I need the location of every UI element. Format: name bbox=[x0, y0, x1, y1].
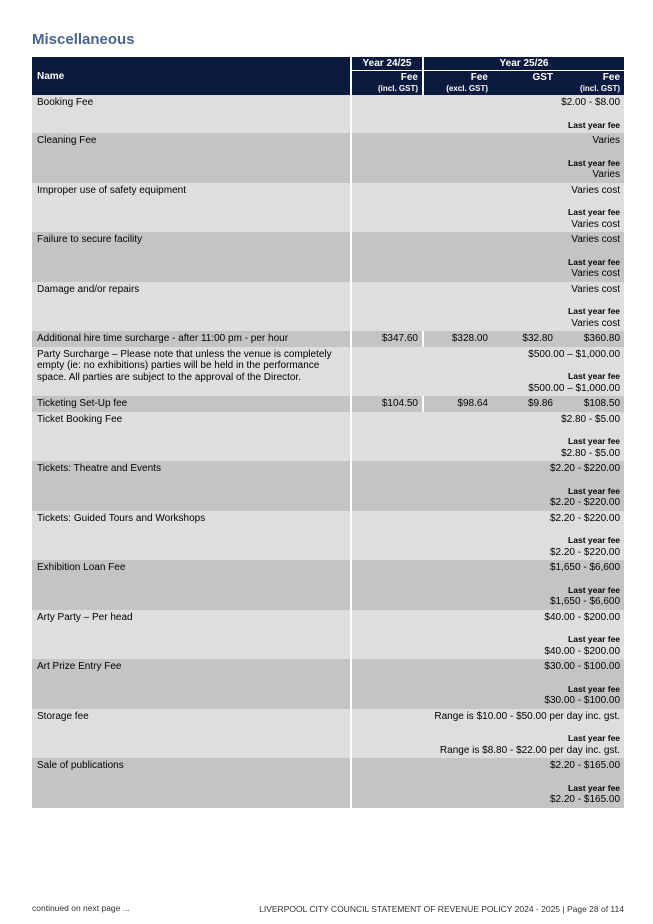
table-row bbox=[32, 412, 624, 462]
row-name: Ticket Booking Fee bbox=[32, 412, 350, 462]
row-name: Tickets: Theatre and Events bbox=[32, 461, 350, 511]
last-year-value: Varies bbox=[592, 169, 621, 180]
last-year-value: Varies cost bbox=[571, 268, 621, 279]
row-fee-range: $2.00 - $8.00 Last year fee bbox=[352, 95, 624, 133]
row-name: Art Prize Entry Fee bbox=[32, 659, 350, 709]
row-name: Additional hire time surcharge - after 11:00 pm - per hour bbox=[32, 331, 350, 347]
row-name: Tickets: Guided Tours and Workshops bbox=[32, 511, 350, 561]
table-row bbox=[32, 758, 624, 808]
table-row bbox=[32, 347, 624, 397]
row-gst: $9.86 bbox=[492, 396, 557, 412]
column-header-fee-excl bbox=[424, 71, 492, 96]
row-fee-incl: $108.50 bbox=[557, 396, 624, 412]
column-header-year-curr: Year 25/26 bbox=[424, 57, 624, 71]
table-row bbox=[32, 232, 624, 282]
last-year-label: Last year fee bbox=[568, 535, 621, 545]
last-year-label: Last year fee bbox=[568, 683, 621, 694]
header-incl-gst-label: (incl. GST) bbox=[378, 84, 418, 93]
row-name: Ticketing Set-Up fee bbox=[32, 396, 350, 412]
table-row bbox=[32, 133, 624, 183]
header-fee-label: Fee bbox=[400, 72, 418, 83]
row-name: Arty Party – Per head bbox=[32, 610, 350, 660]
row-name: Exhibition Loan Fee bbox=[32, 560, 350, 610]
table-row bbox=[32, 560, 624, 610]
continued-note: continued on next page ... bbox=[32, 903, 130, 913]
table-row bbox=[32, 659, 624, 709]
row-prev-fee: $104.50 bbox=[352, 396, 422, 412]
row-name: Failure to secure facility bbox=[32, 232, 350, 282]
table-row bbox=[32, 95, 624, 133]
table-row bbox=[32, 396, 624, 412]
table-row bbox=[32, 610, 624, 660]
row-name: Party Surcharge – Please note that unless the venue is completely empty (ie: no exhibitions) parties will be held in the performance space. All parties are subject to the approval of the Director. bbox=[32, 347, 350, 397]
last-year-label: Last year fee bbox=[568, 371, 621, 381]
header-excl-gst-label: (excl. GST) bbox=[446, 84, 488, 93]
table-row bbox=[32, 511, 624, 561]
last-year-value: $2.20 - $220.00 bbox=[549, 497, 621, 508]
row-fee-range: Varies Last year fee Varies bbox=[352, 133, 624, 183]
last-year-label: Last year fee bbox=[568, 782, 621, 793]
row-name: Improper use of safety equipment bbox=[32, 183, 350, 233]
row-name: Damage and/or repairs bbox=[32, 282, 350, 332]
last-year-value: $2.20 - $220.00 bbox=[549, 546, 621, 558]
header-fee-label: Fee bbox=[602, 72, 621, 83]
last-year-value: $1,650 - $6,600 bbox=[549, 596, 621, 607]
last-year-label: Last year fee bbox=[568, 634, 621, 644]
table-row bbox=[32, 183, 624, 233]
row-name: Storage fee bbox=[32, 709, 350, 759]
column-header-prev-fee bbox=[352, 71, 422, 96]
table-row bbox=[32, 282, 624, 332]
last-year-value: $30.00 - $100.00 bbox=[544, 695, 621, 706]
row-fee-range: Varies cost Last year fee Varies cost bbox=[352, 232, 624, 282]
table-row bbox=[32, 331, 624, 347]
last-year-label: Last year fee bbox=[568, 256, 621, 267]
column-header-gst bbox=[492, 71, 557, 96]
last-year-value: Range is $8.80 - $22.00 per day inc. gst. bbox=[439, 744, 621, 756]
header-incl-gst-label: (incl. GST) bbox=[580, 84, 621, 93]
table-row bbox=[32, 709, 624, 759]
page-footer: LIVERPOOL CITY COUNCIL STATEMENT OF REVENUE POLICY 2024 - 2025 | Page 28 of 114 bbox=[259, 904, 624, 914]
table-row bbox=[32, 461, 624, 511]
row-fee-range: $500.00 – $1,000.00 Last year fee $500.00 – $1,000.00 bbox=[352, 347, 624, 397]
row-fee-range: $2.20 - $220.00 Last year fee $2.20 - $220.00 bbox=[352, 511, 624, 561]
last-year-value: Varies cost bbox=[571, 218, 621, 230]
row-fee-excl: $98.64 bbox=[424, 396, 492, 412]
row-fee-excl: $328.00 bbox=[424, 331, 492, 347]
row-fee-range: $2.80 - $5.00 Last year fee $2.80 - $5.00 bbox=[352, 412, 624, 462]
section-title: Miscellaneous bbox=[32, 31, 135, 48]
row-fee-range: Range is $10.00 - $50.00 per day inc. gst. Last year fee Range is $8.80 - $22.00 per day inc. gst. bbox=[352, 709, 624, 759]
header-row-group bbox=[32, 57, 624, 71]
row-fee-range: Varies cost Last year fee Varies cost bbox=[352, 282, 624, 332]
row-prev-fee: $347.60 bbox=[352, 331, 422, 347]
last-year-value: Varies cost bbox=[571, 317, 621, 329]
last-year-label: Last year fee bbox=[568, 306, 621, 316]
last-year-label: Last year fee bbox=[568, 207, 621, 217]
row-fee-range: $40.00 - $200.00 Last year fee $40.00 - $200.00 bbox=[352, 610, 624, 660]
last-year-label: Last year fee bbox=[568, 485, 621, 496]
header-gst-label: GST bbox=[532, 72, 553, 83]
column-header-fee-incl bbox=[557, 71, 624, 96]
row-fee-range: $2.20 - $220.00 Last year fee $2.20 - $220.00 bbox=[352, 461, 624, 511]
last-year-value: $2.80 - $5.00 bbox=[561, 447, 621, 459]
row-fee-range: $2.20 - $165.00 Last year fee $2.20 - $165.00 bbox=[352, 758, 624, 808]
last-year-label: Last year fee bbox=[568, 157, 621, 168]
last-year-value: $2.20 - $165.00 bbox=[549, 794, 621, 805]
last-year-value: $500.00 – $1,000.00 bbox=[528, 382, 621, 394]
row-fee-range: Varies cost Last year fee Varies cost bbox=[352, 183, 624, 233]
row-name: Sale of publications bbox=[32, 758, 350, 808]
row-fee-incl: $360.80 bbox=[557, 331, 624, 347]
last-year-label: Last year fee bbox=[568, 584, 621, 595]
last-year-label: Last year fee bbox=[568, 733, 621, 743]
last-year-value: $40.00 - $200.00 bbox=[544, 645, 621, 657]
row-name: Booking Fee bbox=[32, 95, 350, 133]
last-year-label: Last year fee bbox=[568, 119, 621, 130]
fees-table bbox=[32, 57, 624, 808]
row-fee-range: $30.00 - $100.00 Last year fee $30.00 - $100.00 bbox=[352, 659, 624, 709]
row-name: Cleaning Fee bbox=[32, 133, 350, 183]
column-header-year-prev: Year 24/25 bbox=[352, 57, 422, 71]
last-year-label: Last year fee bbox=[568, 436, 621, 446]
row-fee-range: $1,650 - $6,600 Last year fee $1,650 - $6,600 bbox=[352, 560, 624, 610]
header-fee-label: Fee bbox=[470, 72, 488, 83]
column-header-name: Name bbox=[32, 57, 350, 95]
row-gst: $32.80 bbox=[492, 331, 557, 347]
